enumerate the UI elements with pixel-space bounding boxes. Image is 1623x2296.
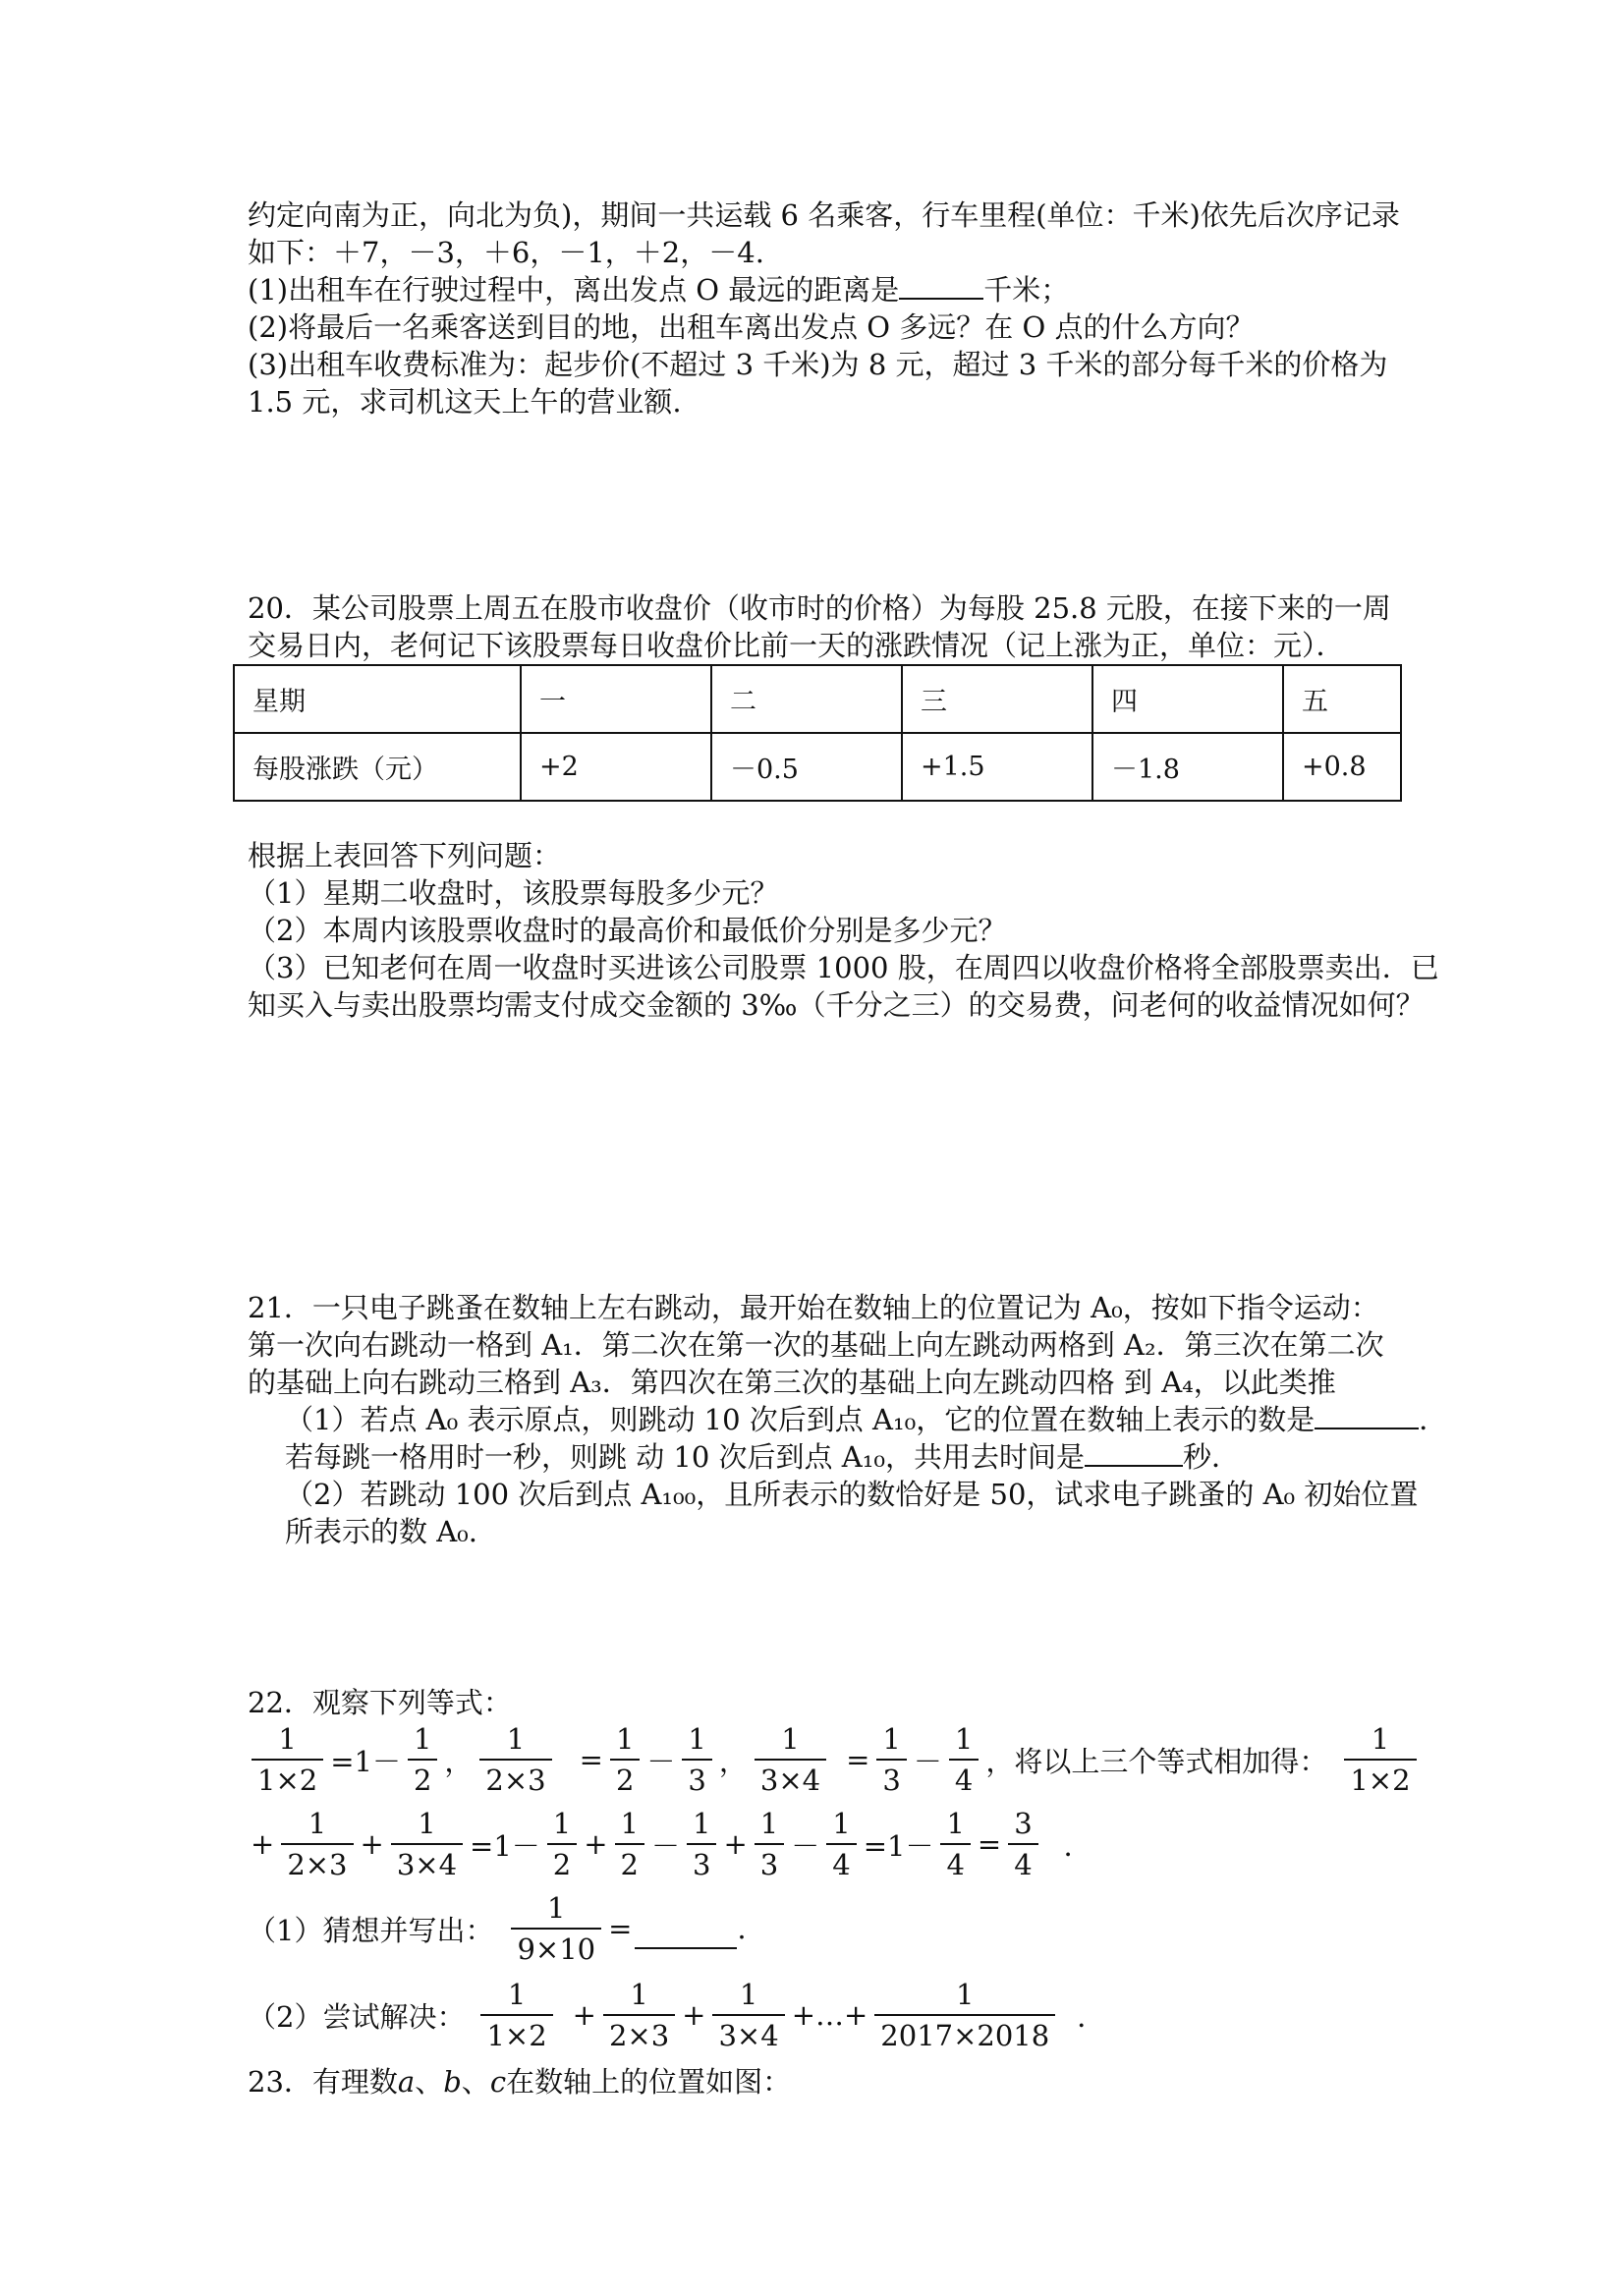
table-cell: 一 bbox=[521, 665, 711, 733]
q21-part1-cont-text: 若每跳一格用时一秒，则跳 动 10 次后到点 A₁₀，共用去时间是 bbox=[285, 1440, 1085, 1474]
table-row bbox=[234, 733, 1401, 801]
fraction: $\frac{1}{2}$ bbox=[547, 1806, 577, 1882]
answer-blank bbox=[1085, 1439, 1183, 1467]
var-a: a bbox=[397, 2065, 416, 2099]
q20-intro: 根据上表回答下列问题： bbox=[248, 839, 562, 872]
fraction: $\frac{1}{1\times 2}$ bbox=[480, 1977, 552, 2053]
q20-line1: 20．某公司股票上周五在股市收盘价（收市时的价格）为每股 25.8 元股，在接下来的一周 bbox=[248, 591, 1391, 625]
q21-line2: 第一次向右跳动一格到 A₁．第二次在第一次的基础上向左跳动两格到 A₂．第三次在第二次 bbox=[248, 1328, 1384, 1362]
q20-part3-line2: 知买入与卖出股票均需支付成交金额的 3‰（千分之三）的交易费，问老何的收益情况如何？ bbox=[248, 988, 1425, 1022]
q19-part2: (2)将最后一名乘客送到目的地，出租车离出发点 O 多远？在 O 点的什么方向？ bbox=[248, 310, 1255, 344]
answer-blank bbox=[635, 1922, 737, 1949]
table-cell: －0.5 bbox=[711, 733, 902, 801]
fraction: $\frac{1}{4}$ bbox=[826, 1806, 856, 1882]
fraction: $\frac{1}{3}$ bbox=[687, 1806, 716, 1882]
q21-part1-end: ． bbox=[1419, 1403, 1448, 1436]
fraction: $\frac{1}{1\times 2}$ bbox=[252, 1721, 323, 1798]
q22-equations-row1: $\frac{1}{1\times 2}$ =1－ $\frac{1}{2}$ ， $\frac{1}{2\times 3}$ = $\frac{1}{2}$ － $\frac{1}{3}$ ， $\frac{1}{3\times 4}$ = $\frac{1}{3}$ － $\frac{1}{4}$ ，将以上三个等式相加得： $\frac{1}{1\times 2}$ bbox=[248, 1721, 1421, 1798]
q20-part2: （2）本周内该股票收盘时的最高价和最低价分别是多少元？ bbox=[248, 914, 1007, 947]
q22-part1: （1）猜想并写出： $\frac{1}{9\times 10}$ = . bbox=[248, 1891, 747, 1966]
fraction: $\frac{1}{2}$ bbox=[610, 1721, 640, 1798]
fraction: $\frac{1}{2}$ bbox=[615, 1806, 644, 1882]
table-cell: +2 bbox=[521, 733, 711, 801]
fraction: $\frac{1}{2\times 3}$ bbox=[281, 1806, 353, 1882]
fraction: $\frac{1}{2}$ bbox=[408, 1721, 437, 1798]
q19-line2: 如下：＋7，－3，＋6，－1，＋2，－4. bbox=[248, 236, 764, 269]
fraction: $\frac{1}{3}$ bbox=[682, 1721, 711, 1798]
table-cell: 四 bbox=[1092, 665, 1283, 733]
q20-part3-line1: （3）已知老何在周一收盘时买进该公司股票 1000 股，在周四以收盘价格将全部股票卖出．已 bbox=[248, 951, 1439, 984]
q21-part2-line1: （2）若跳动 100 次后到点 A₁₀₀，且所表示的数恰好是 50，试求电子跳蚤的 A₀ 初始位置 bbox=[285, 1478, 1419, 1511]
fraction: $\frac{1}{3}$ bbox=[876, 1721, 906, 1798]
fraction: $\frac{1}{4}$ bbox=[940, 1806, 970, 1882]
q21-line3: 的基础上向右跳动三格到 A₃．第四次在第三次的基础上向左跳动四格 到 A₄，以此类推 bbox=[248, 1366, 1336, 1399]
q19-part1 bbox=[248, 271, 1069, 308]
q22-equations-row2: + $\frac{1}{2\times 3}$ + $\frac{1}{3\times 4}$ =1－ $\frac{1}{2}$ + $\frac{1}{2}$ － $\frac{1}{3}$ + $\frac{1}{3}$ － $\frac{1}{4}$ =1－ $\frac{1}{4}$ = $\frac{3}{4}$ ． bbox=[251, 1807, 1092, 1881]
answer-blank bbox=[899, 272, 983, 300]
q19-line1: 约定向南为正，向北为负)，期间一共运载 6 名乘客，行车里程(单位：千米)依先后次序记录 bbox=[248, 198, 1400, 232]
var-c: c bbox=[489, 2065, 507, 2099]
table-cell: 五 bbox=[1283, 665, 1401, 733]
fraction: $\frac{1}{4}$ bbox=[949, 1721, 979, 1798]
q22-part2: （2）尝试解决： $\frac{1}{1\times 2}$ + $\frac{1}{2\times 3}$ + $\frac{1}{3\times 4}$ +…+ $\frac{1}{2017\times 2018}$ ． bbox=[248, 1978, 1106, 2052]
q21-part2-line2: 所表示的数 A₀. bbox=[285, 1515, 478, 1548]
q19-part1-unit: 千米； bbox=[983, 273, 1070, 307]
fraction: $\frac{1}{3}$ bbox=[755, 1806, 784, 1882]
fraction: $\frac{1}{3\times 4}$ bbox=[712, 1977, 784, 2053]
fraction: $\frac{3}{4}$ bbox=[1008, 1806, 1037, 1882]
table-cell: +0.8 bbox=[1283, 733, 1401, 801]
fraction: $\frac{1}{2017\times 2018}$ bbox=[874, 1977, 1055, 2053]
table-cell: 二 bbox=[711, 665, 902, 733]
q19-part3-line1: (3)出租车收费标准为：起步价(不超过 3 千米)为 8 元，超过 3 千米的部分每千米的价格为 bbox=[248, 348, 1388, 381]
q22-title: 22．观察下列等式： bbox=[248, 1686, 512, 1719]
fraction: $\frac{1}{2\times 3}$ bbox=[603, 1977, 675, 2053]
q21-part1-cont-unit: 秒． bbox=[1182, 1440, 1240, 1474]
q20-line2: 交易日内，老何记下该股票每日收盘价比前一天的涨跌情况（记上涨为正，单位：元）． bbox=[248, 629, 1345, 662]
q21-part1-text: （1）若点 A₀ 表示原点，则跳动 10 次后到点 A₁₀，它的位置在数轴上表示的数是 bbox=[285, 1403, 1315, 1436]
table-row bbox=[234, 665, 1401, 733]
fraction: $\frac{1}{9\times 10}$ bbox=[511, 1890, 601, 1967]
fraction: $\frac{1}{1\times 2}$ bbox=[1344, 1721, 1416, 1798]
fraction: $\frac{1}{2\times 3}$ bbox=[479, 1721, 551, 1798]
q21-line1: 21．一只电子跳蚤在数轴上左右跳动，最开始在数轴上的位置记为 A₀，按如下指令运动： bbox=[248, 1291, 1379, 1324]
table-cell: +1.5 bbox=[902, 733, 1092, 801]
table-cell: 每股涨跌（元） bbox=[234, 733, 521, 801]
answer-blank bbox=[1315, 1402, 1419, 1429]
q19-part1-text: (1)出租车在行驶过程中，离出发点 O 最远的距离是 bbox=[248, 273, 900, 307]
q23-line: 23．有理数a、b、c在数轴上的位置如图： bbox=[248, 2065, 792, 2099]
q21-part1 bbox=[285, 1401, 1447, 1438]
var-b: b bbox=[443, 2065, 462, 2099]
q19-part3-line2: 1.5 元，求司机这天上午的营业额. bbox=[248, 385, 682, 419]
stock-change-table bbox=[233, 664, 1402, 802]
q22-part1-label: （1）猜想并写出： bbox=[248, 1913, 494, 1947]
table-cell: 三 bbox=[902, 665, 1092, 733]
q21-part1-cont bbox=[285, 1438, 1240, 1476]
fraction: $\frac{1}{3\times 4}$ bbox=[755, 1721, 826, 1798]
fraction: $\frac{1}{3\times 4}$ bbox=[391, 1806, 463, 1882]
table-cell: 星期 bbox=[234, 665, 521, 733]
q20-part1: （1）星期二收盘时，该股票每股多少元？ bbox=[248, 876, 779, 910]
table-cell: －1.8 bbox=[1092, 733, 1283, 801]
q22-part2-label: （2）尝试解决： bbox=[248, 1999, 466, 2034]
